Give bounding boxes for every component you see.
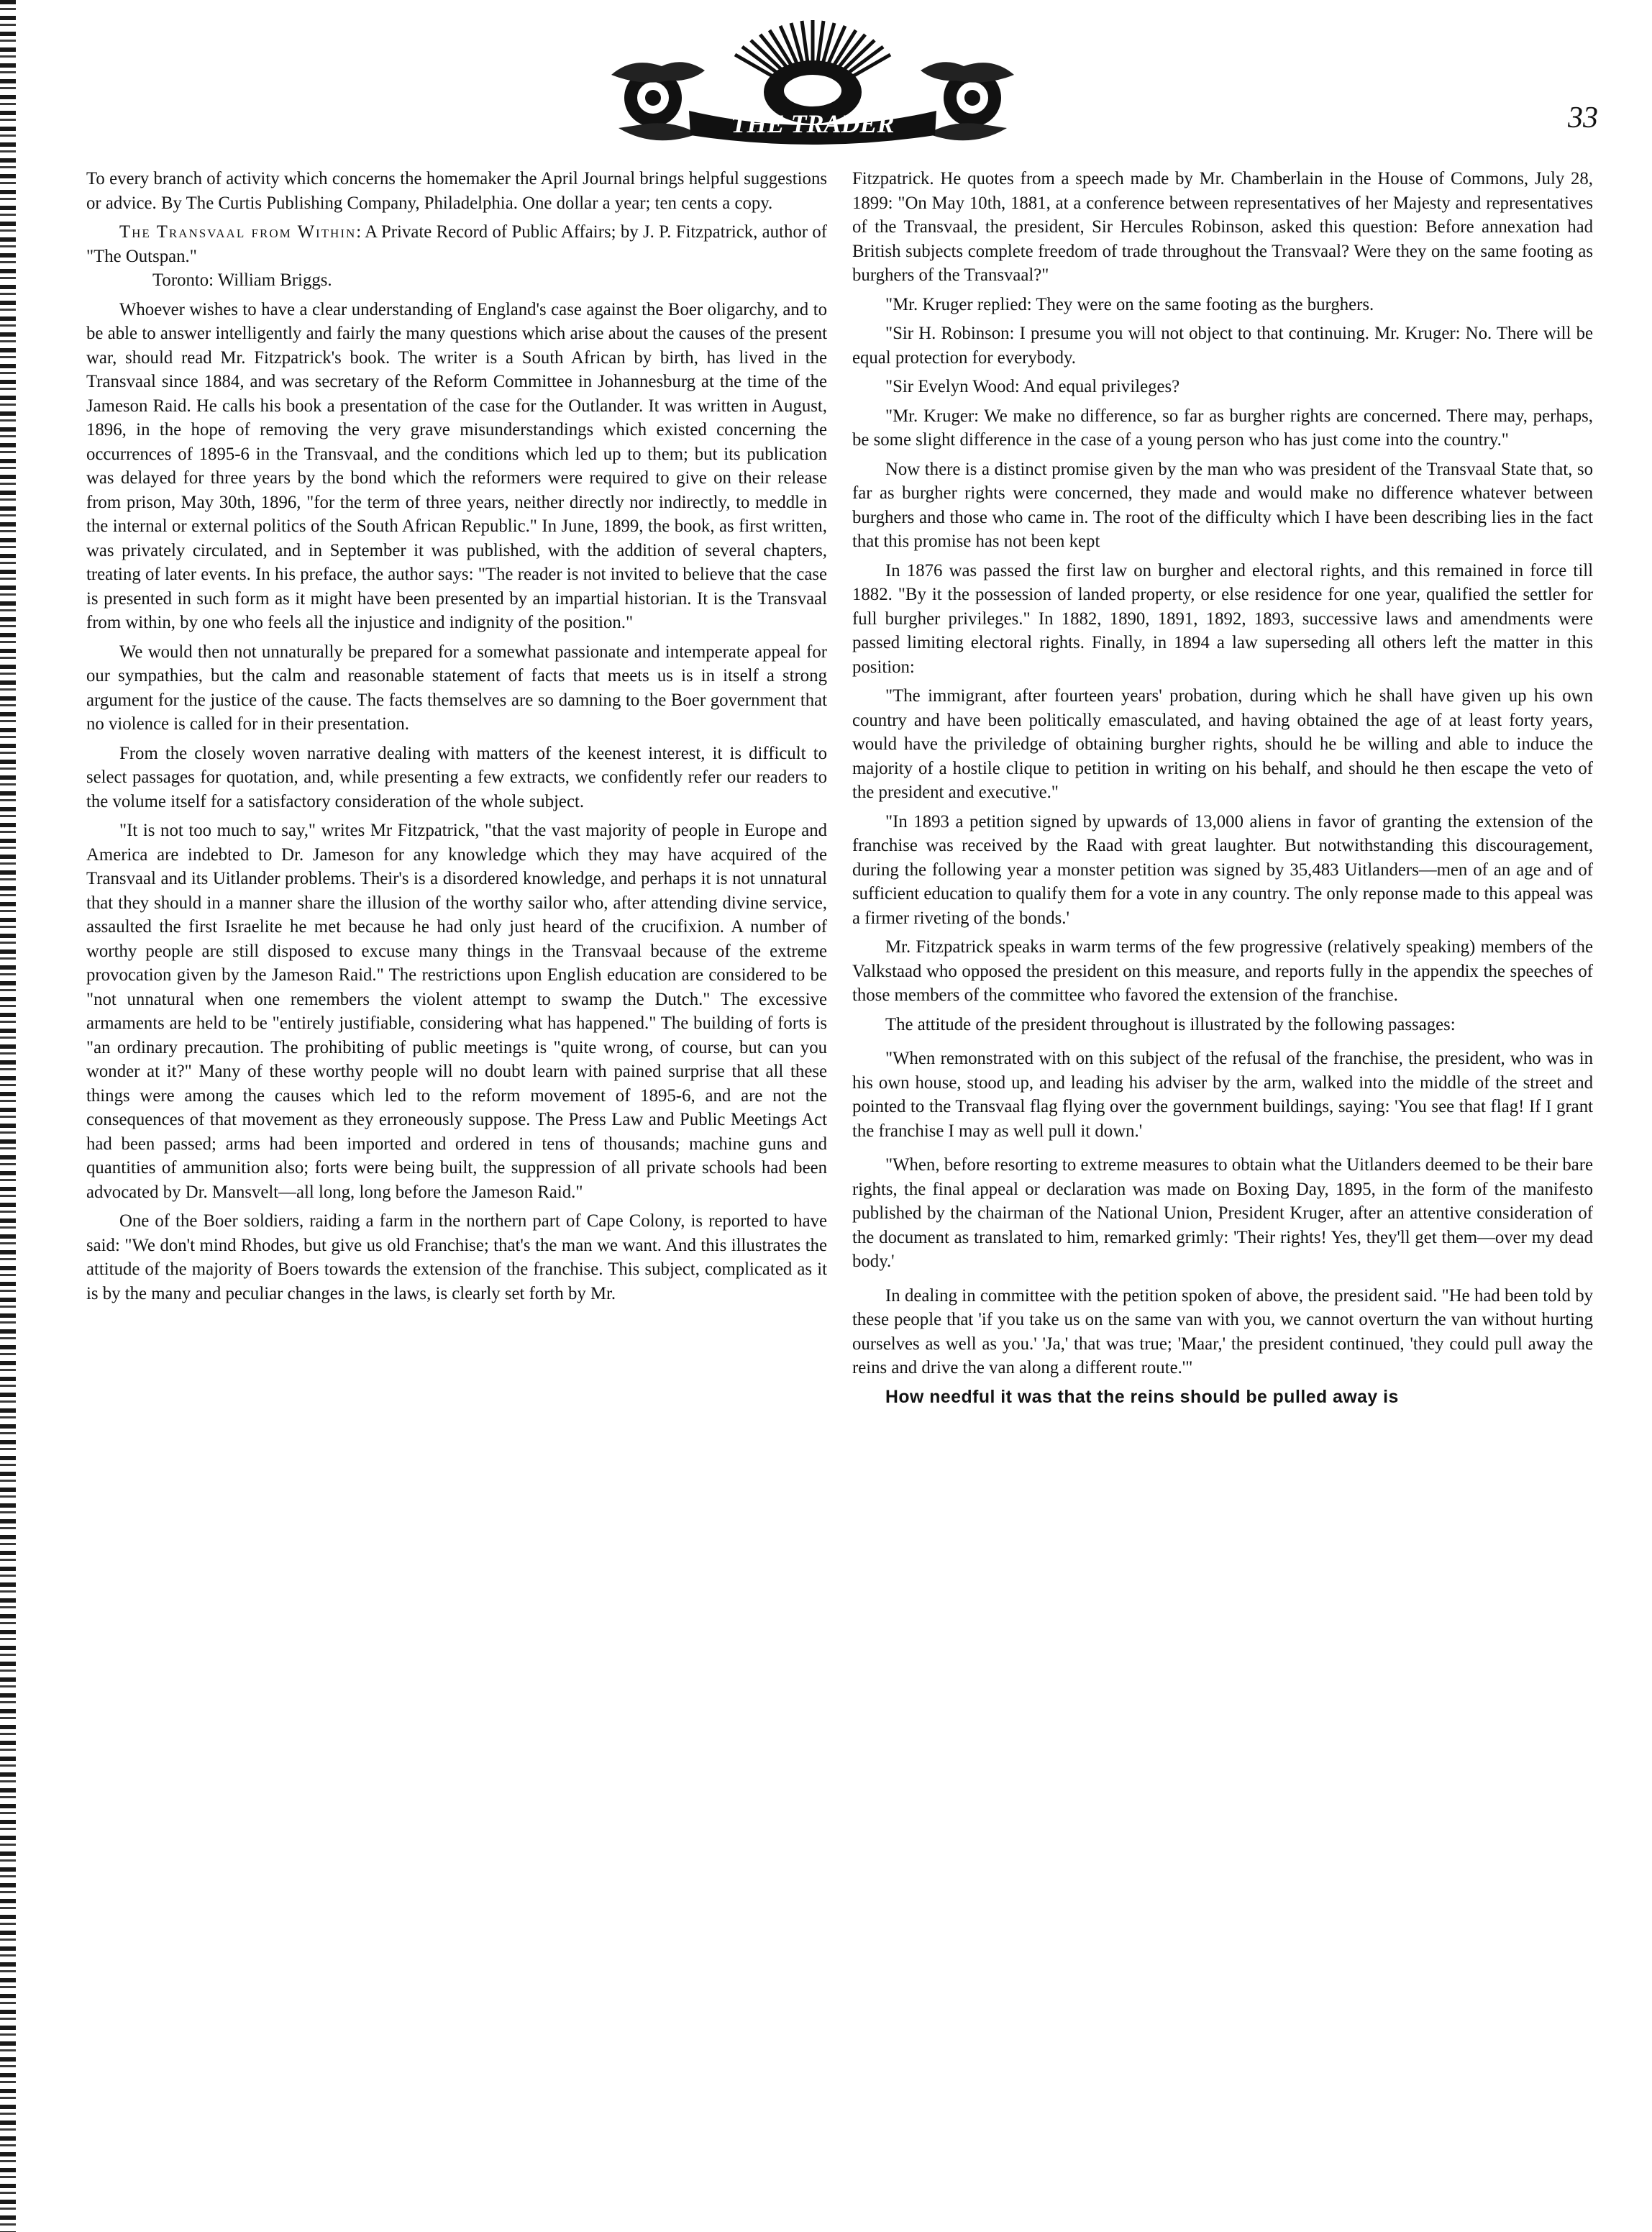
left-column [86,167,827,1306]
right-paragraph: "Sir H. Robinson: I presume you will not object to that continuing. Mr. Kruger: No. There will be equal protection for everybody. [852,324,1593,368]
left-paragraph: One of the Boer soldiers, raiding a farm in the northern part of Cape Colony, is reported to have said: "We don't mind Rhodes, but give us old Franchise; that's the man we want. And this illustrates the attitude of the majority of Boers towards the extension of the franchise. This subject, complicated as it is by the many and peculiar changes in the laws, is clearly set forth by Mr. [86,1211,827,1303]
right-column [852,167,1593,1409]
right-paragraph: The attitude of the president throughout is illustrated by the following passages: [885,1014,1456,1034]
right-paragraph: "Sir Evelyn Wood: And equal privileges? [885,377,1180,396]
left-paragraph: Whoever wishes to have a clear understanding of England's case against the Boer oligarchy, and to be able to answer intelligently and fairly the many questions which arise about the causes of the present war, should read Mr. Fitzpatrick's book. The writer is a South African by birth, has lived in the Transvaal since 1884, and was secretary of the Reform Committee in Johannesburg at the time of the Jameson Raid. He calls his book a presentation of the case for the Outlander. It was written in August, 1896, in the hope of removing the very grave misunderstandings which existed concerning the occurrences of 1895-6 in the Transvaal, and the conditions which led up to them; but its publication was delayed for three years by the bond which the reformers were required to give on their release from prison, May 30th, 1896, "for the term of three years, neither directly nor indirectly, to meddle in the internal or external politics of the South African Republic." In June, 1899, the book, as first written, was privately circulated, and in September it was published, with the addition of several chapters, treating of later events. In his preface, the author says: "The reader is not invited to believe that the case is presented in such form as it might have been presented by an impartial historian. It is the Transvaal from within, by one who feels all the injustice and indignity of the position." [86,299,827,632]
left-paragraph: We would then not unnaturally be prepared for a somewhat passionate and intemperate appeal for our sympathies, but the calm and reasonable statement of facts that meets us is in itself a strong argument for the justice of the cause. The facts themselves are so damning to the Boer government that no violence is called for in their presentation. [86,642,827,734]
right-paragraph: In 1876 was passed the first law on burgher and electoral rights, and this remained in force till 1882. "By it the possession of landed property, or else residence for one year, qualified the settler for full burgher privileges." In 1882, 1890, 1891, 1892, 1893, successive laws and amendments were passed limiting electoral rights. Finally, in 1894 a law superseding all others left the matter in this position: [852,560,1593,677]
masthead-title: THE TRADER [731,109,895,138]
right-paragraph: "When, before resorting to extreme measures to obtain what the Uitlanders deemed to be their bare rights, the final appeal or declaration was made on Boxing Day, 1895, in the form of the manifesto published by the chairman of the National Union, President Kruger, after an attentive consideration of the document as translated to him, remarked grimly: 'Their rights! Yes, they'll get them—over my dead body.' [852,1155,1593,1271]
right-paragraph: "Mr. Kruger: We make no difference, so far as burgher rights are concerned. There may, perhaps, be some slight difference in the case of a young person who has just come into the country." [852,406,1593,450]
right-paragraph: Mr. Fitzpatrick speaks in warm terms of the few progressive (relatively speaking) members of the Valkstaad who opposed the president on this measure, and reports fully in the appendix the speeches of those members of the committee who favored the extension of the franchise. [852,937,1593,1005]
review-publisher: Toronto: William Briggs. [152,270,332,290]
review-title: The Transvaal from Within [119,222,357,242]
opening-paragraph: To every branch of activity which concerns the homemaker the April Journal brings helpful suggestions or advice. By The Curtis Publishing Company, Philadelphia. One dollar a year; ten cents a copy. [86,169,827,213]
masthead-graphic [597,13,1028,157]
masthead-ornament [597,13,1028,157]
right-paragraph: Now there is a distinct promise given by the man who was president of the Transvaal State that, so far as burgher rights were concerned, they made and would make no difference whatever between burghers and those who came in. The root of the difficulty which I have been describing lies in the fact that this promise has not been kept [852,459,1593,551]
review-heading [86,220,827,293]
page-number: 33 [1568,101,1598,135]
review-description: : A Private Record of Public Affairs; by J. P. Fitzpatrick, author of "The Outspan." [86,222,827,266]
left-paragraph: From the closely woven narrative dealing with matters of the keenest interest, it is difficult to select passages for quotation, and, while presenting a few extracts, we confidently refer our readers to the volume itself for a satisfactory consideration of the whole subject. [86,743,827,811]
left-paragraph: "It is not too much to say," writes Mr Fitzpatrick, "that the vast majority of people in Europe and America are indebted to Dr. Jameson for any knowledge which they may have acquired of the Transvaal and its Uitlander problems. Their's is a disordered knowledge, and perhaps it is not unnatural that they should in a manner share the illusion of the worthy sailor who, after attending divine service, assaulted the first Israelite he met because he had only just heard of the crucifixion. A number of worthy people are still disposed to excuse many things in the Transvaal because of the extreme provocation given by the Jameson Raid." The restrictions upon English education are considered to be "not unnatural when one remembers the violent attempt to swamp the Dutch." The excessive armaments are held to be "entirely justifiable, considering what has happened." The building of forts is "an ordinary precaution. The prohibiting of public meetings is "quite wrong, of course, but can you wonder at it?" Many of these worthy people will no doubt learn with pained surprise that all these things were among the causes which led to the reform movement of 1895-6, and are not the consequences of that movement as they erroneously suppose. The Press Law and Public Meetings Act had been passed; arms had been imported and ordered in tens of thousands; machine guns and quantities of ammunition also; forts were being built, the suppression of all private schools had been advocated by Dr. Mansvelt—all long, long before the Jameson Raid." [86,821,827,1202]
right-paragraph: "The immigrant, after fourteen years' probation, during which he shall have given up his own country and have been politically emasculated, and having obtained the age of at least forty years, would have the priviledge of obtaining burgher rights, should he be willing and able to induce the majority of a hostile clique to petition in writing on his behalf, and should he then escape the veto of the president and executive." [852,686,1593,802]
right-paragraph: "In 1893 a petition signed by upwards of 13,000 aliens in favor of granting the extension of the franchise was received by the Raad with great laughter. But notwithstanding this discouragement, during the following year a monster petition was signed by 35,483 Uitlanders—men of an age and of sufficient education to qualify them for a vote in any country. The only reponse made to this appeal was a firmer riveting of the bonds.' [852,811,1593,928]
binding-edge [0,0,16,2232]
closing-line: How needful it was that the reins should be pulled away is [885,1387,1399,1407]
sunburst-icon [735,20,890,124]
right-paragraph: In dealing in committee with the petition spoken of above, the president said. "He had been told by these people that 'if you take us on the same van with you, we cannot overturn the van without hurting ourselves as well as you.' 'Ja,' that was true; 'Maar,' the president continued, 'they could pull away the reins and drive the van along a different route.'" [852,1285,1593,1377]
right-paragraph: Fitzpatrick. He quotes from a speech made by Mr. Chamberlain in the House of Commons, July 28, 1899: "On May 10th, 1881, at a conference between representatives of her Majesty and representatives of the Transvaal, the president, Sir Hercules Robinson, asked this question: Before annexation had British subjects complete freedom of trade throughout the Transvaal? Were they on the same footing as burghers of the Transvaal?" [852,169,1593,285]
right-paragraph: "Mr. Kruger replied: They were on the same footing as the burghers. [885,294,1374,314]
right-paragraph: "When remonstrated with on this subject of the refusal of the franchise, the president, who was in his own house, stood up, and leading his adviser by the arm, walked into the middle of the street and pointed to the Transvaal flag flying over the government buildings, saying: 'You see that flag! If I grant the franchise I may as well pull it down.' [852,1049,1593,1141]
